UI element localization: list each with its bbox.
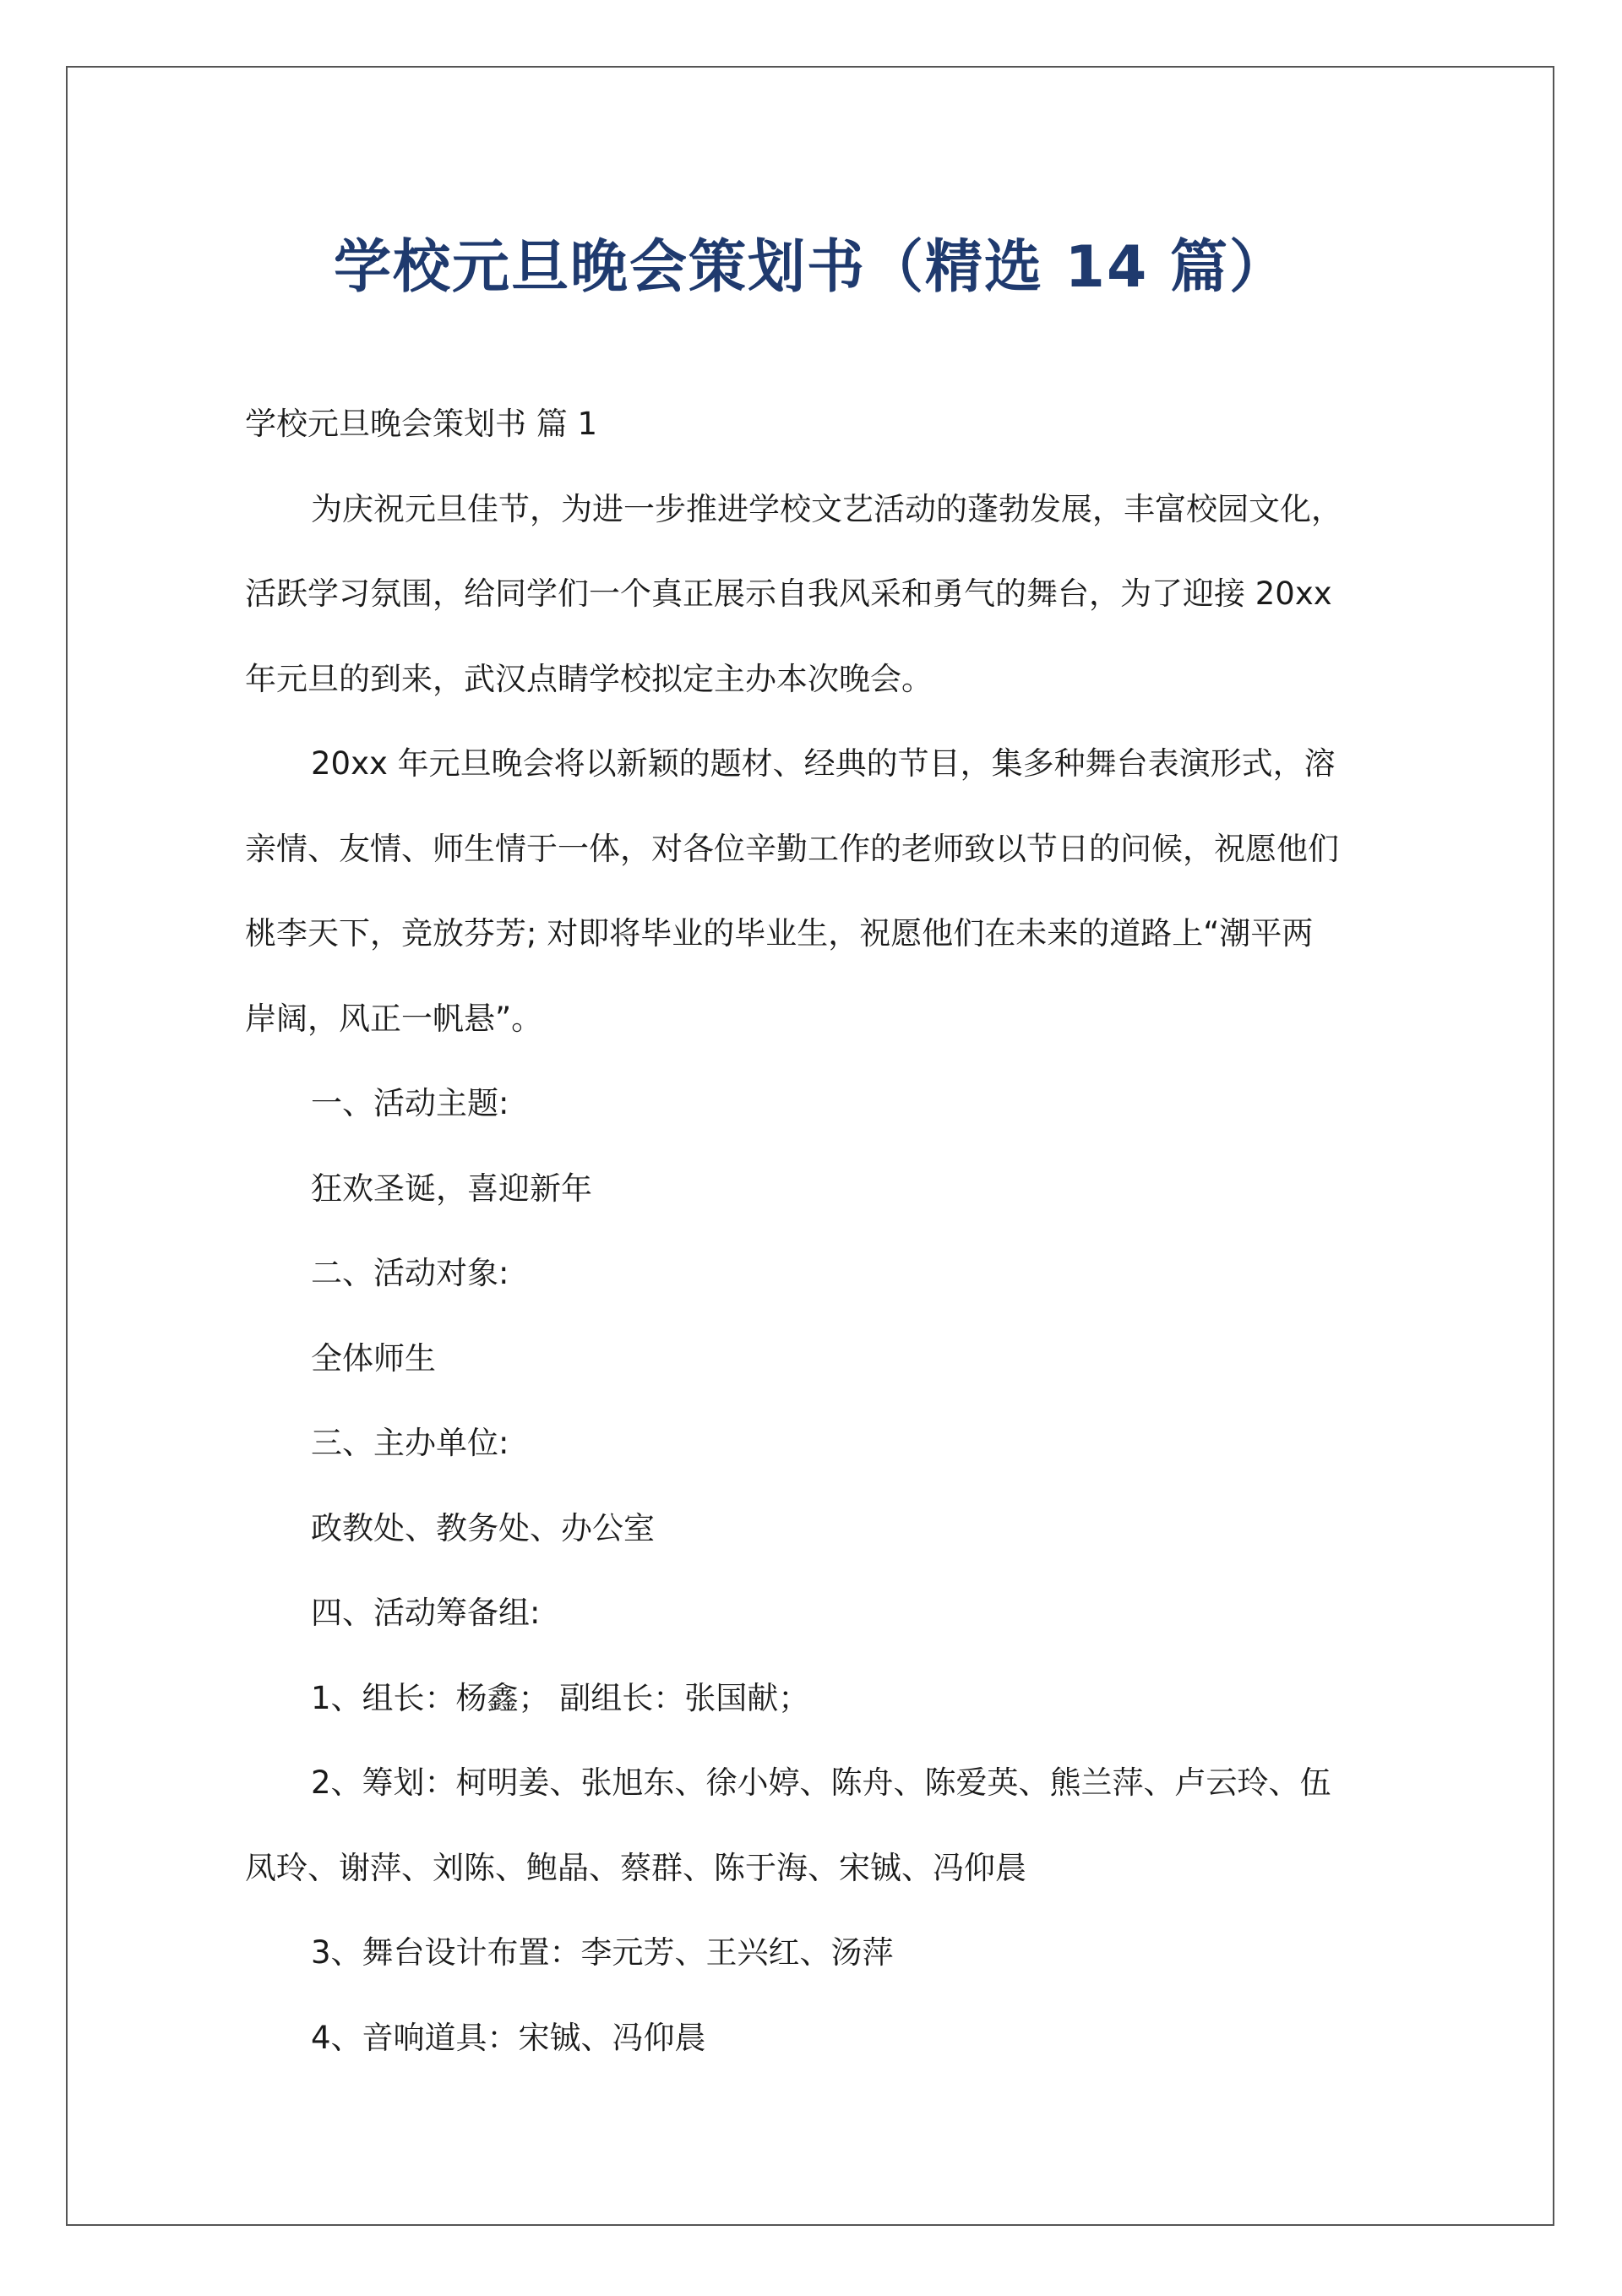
list-item: 狂欢圣诞，喜迎新年 [311, 1170, 592, 1207]
list-item: 2、筹划：柯明姜、张旭东、徐小婷、陈舟、陈爱英、熊兰萍、卢云玲、伍 [311, 1764, 1331, 1801]
paragraph-line: 20xx 年元旦晚会将以新颖的题材、经典的节目，集多种舞台表演形式，溶 [311, 745, 1336, 782]
document-title: 学校元旦晚会策划书（精选 14 篇） [334, 234, 1288, 301]
paragraph-line: 活跃学习氛围，给同学们一个真正展示自我风采和勇气的舞台，为了迎接 20xx [245, 575, 1332, 612]
list-heading: 二、活动对象: [311, 1255, 509, 1291]
list-item: 政教处、教务处、办公室 [311, 1509, 655, 1546]
list-item-continuation: 凤玲、谢萍、刘陈、鲍晶、蔡群、陈于海、宋铖、冯仰晨 [245, 1849, 1026, 1886]
list-item: 1、组长：杨鑫； 副组长：张国献； [311, 1679, 810, 1716]
paragraph-line: 岸阔，风正一帆悬”。 [245, 1000, 543, 1037]
paragraph-line: 为庆祝元旦佳节，为进一步推进学校文艺活动的蓬勃发展，丰富校园文化， [311, 490, 1342, 527]
paragraph-line: 亲情、友情、师生情于一体，对各位辛勤工作的老师致以节日的问候，祝愿他们 [245, 830, 1339, 867]
list-heading: 四、活动筹备组: [311, 1595, 541, 1631]
list-item: 全体师生 [311, 1339, 436, 1377]
list-heading: 三、主办单位: [311, 1425, 509, 1461]
document-body [245, 382, 1377, 2081]
section-heading: 学校元旦晚会策划书 篇 1 [245, 406, 598, 442]
list-item: 4、音响道具：宋铖、冯仰晨 [311, 2019, 706, 2056]
list-heading: 一、活动主题: [311, 1085, 509, 1121]
list-item: 3、舞台设计布置：李元芳、王兴红、汤萍 [311, 1934, 894, 1971]
paragraph-line: 桃李天下，竞放芬芳; 对即将毕业的毕业生，祝愿他们在未来的道路上“潮平两 [245, 915, 1314, 952]
paragraph-line: 年元旦的到来，武汉点睛学校拟定主办本次晚会。 [245, 660, 933, 697]
